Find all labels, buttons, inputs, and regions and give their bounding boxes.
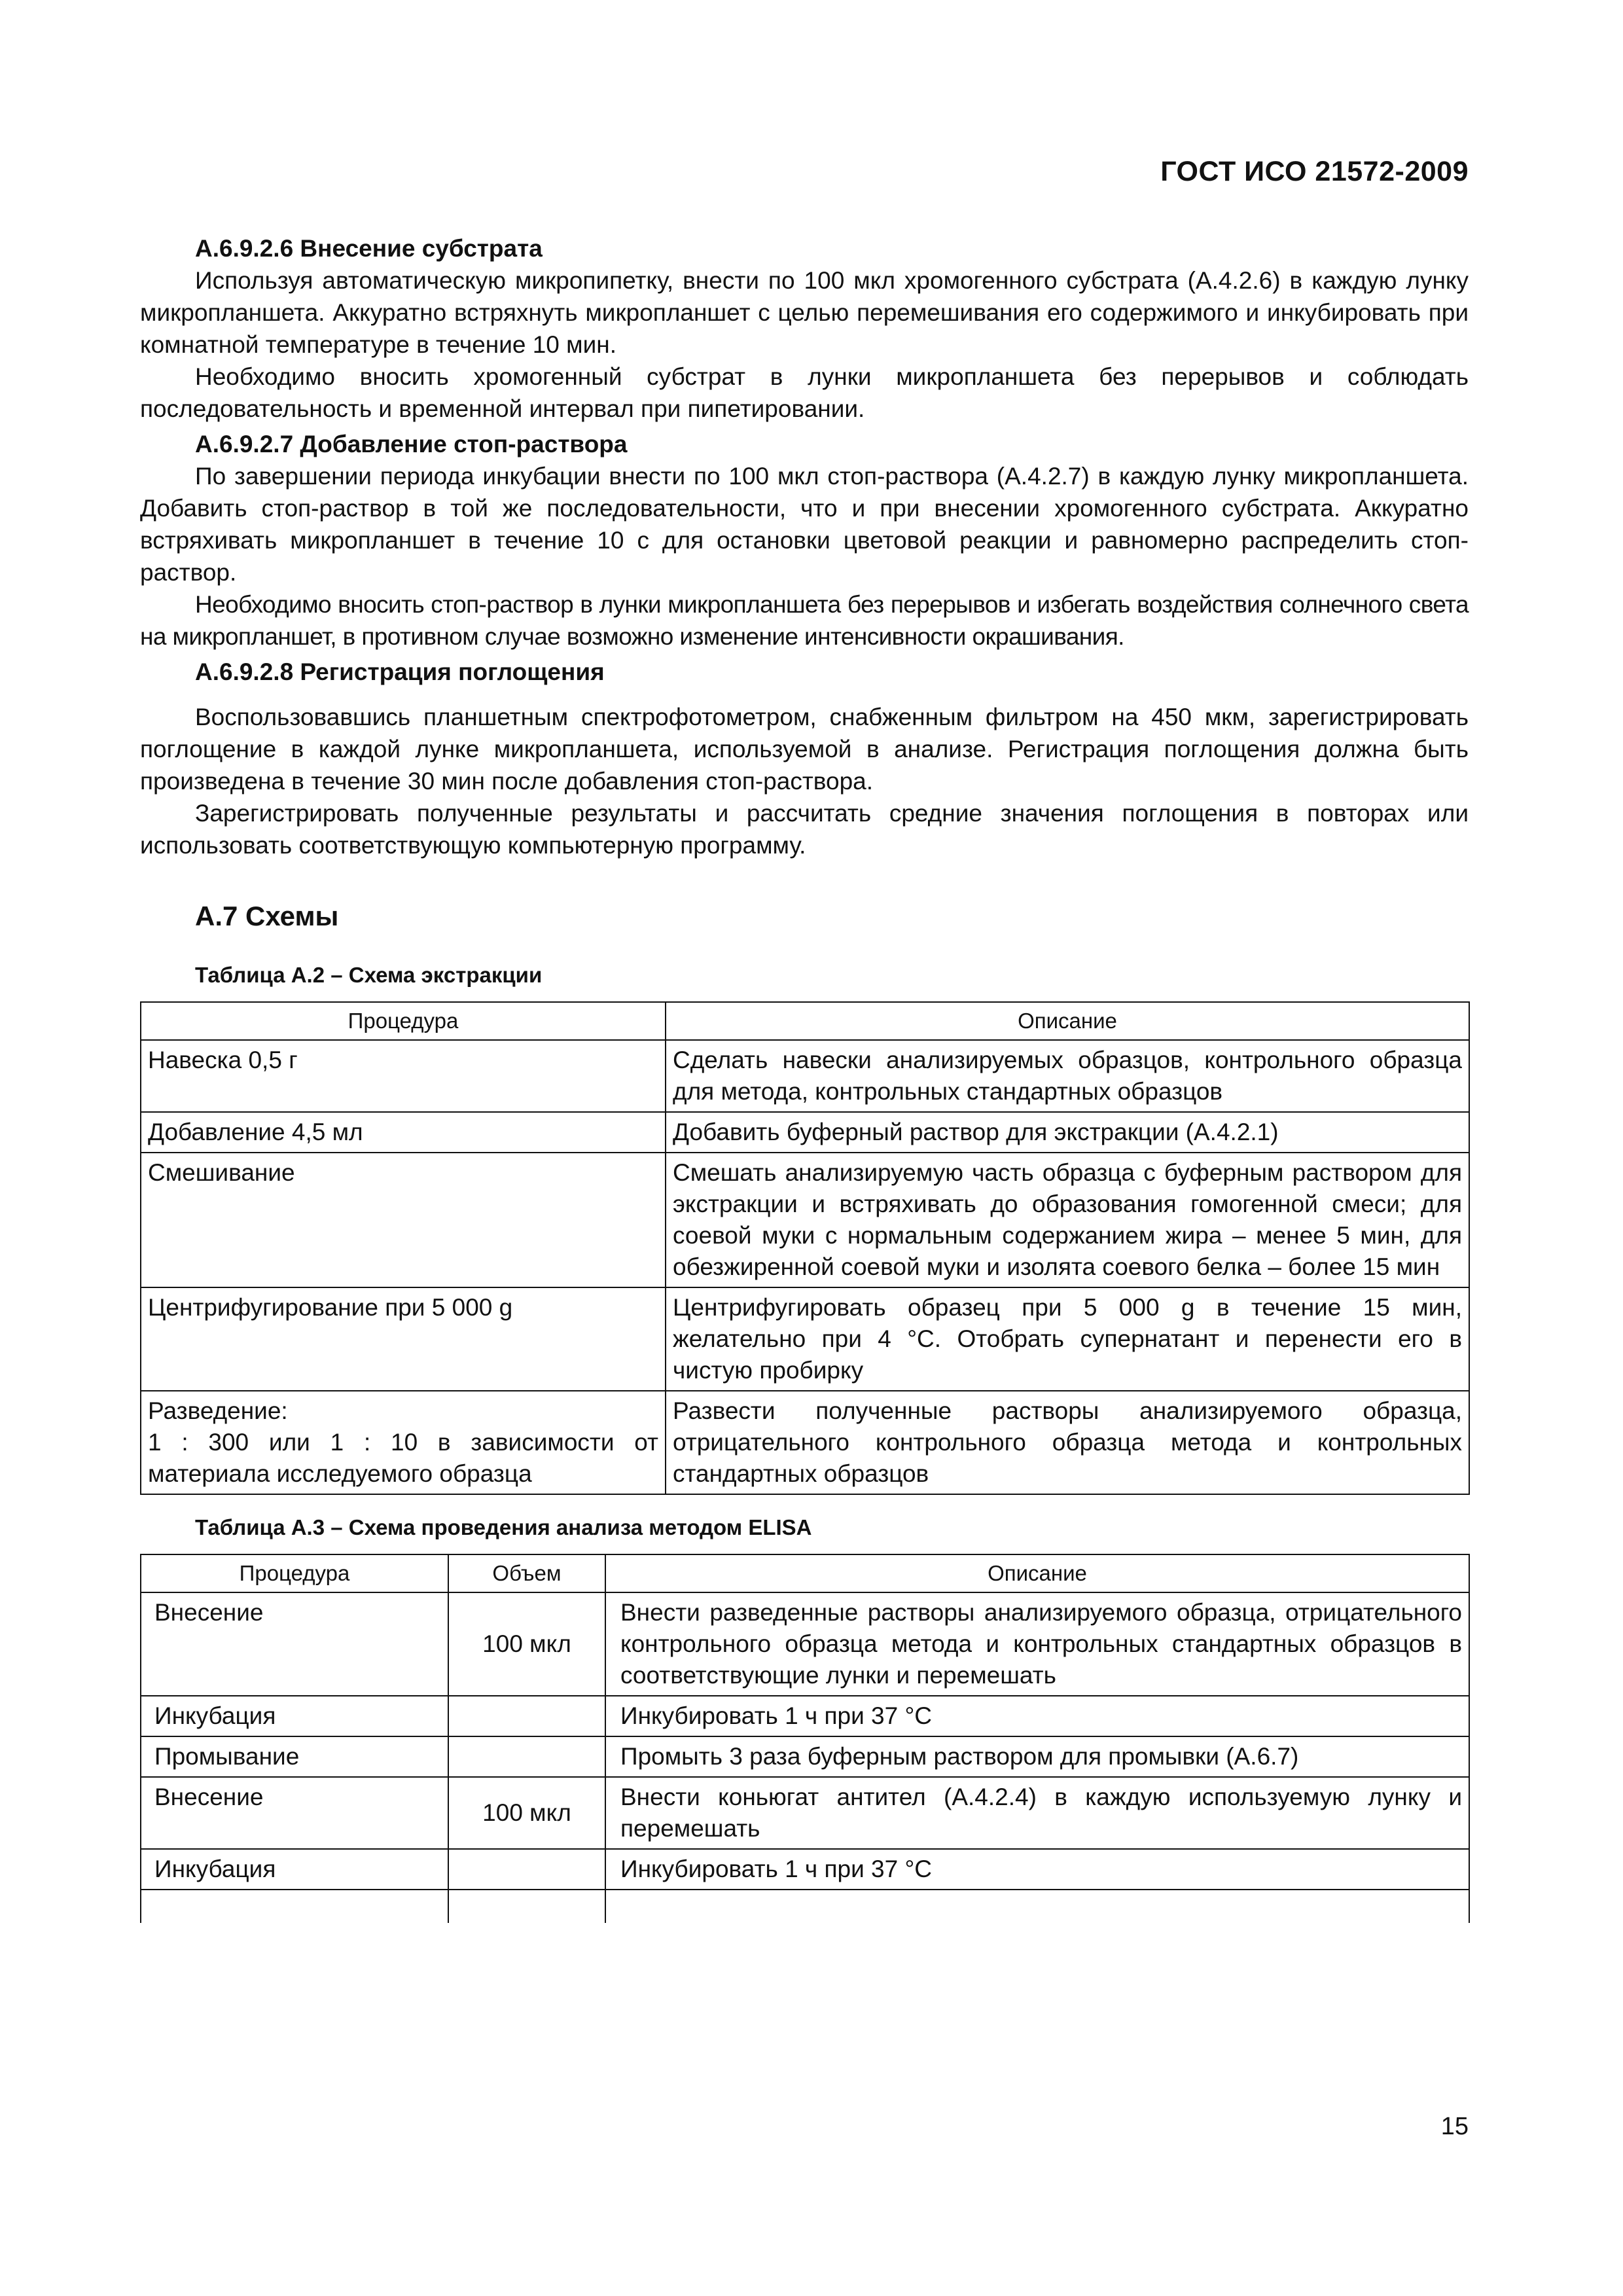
volume-cell bbox=[448, 1736, 605, 1777]
procedure-cell: Внесение bbox=[141, 1777, 448, 1849]
empty-cell bbox=[141, 1890, 448, 1923]
table-row bbox=[141, 1696, 1469, 1736]
description-cell: Смешать анализируемую часть образца с буферным раствором для экстракции и встряхивать до образования гомогенной смеси; для соевой муки с нормальным содержанием жира – менее 5 мин, для обезжиренной соевой муки и изолята соевого белка – более 15 мин bbox=[666, 1153, 1469, 1287]
table-row bbox=[141, 1153, 1469, 1287]
column-header: Описание bbox=[666, 1002, 1469, 1040]
procedure-cell: Добавление 4,5 мл bbox=[141, 1112, 666, 1153]
table-caption: Таблица А.2 – Схема экстракции bbox=[195, 963, 543, 987]
table-row bbox=[141, 1287, 1469, 1391]
table-row bbox=[141, 1391, 1469, 1494]
section-title: А.7 Схемы bbox=[195, 901, 339, 931]
page-content bbox=[140, 233, 1469, 1923]
table-header-row bbox=[141, 1002, 1469, 1040]
table-row bbox=[141, 1736, 1469, 1777]
table-row bbox=[141, 1777, 1469, 1849]
table-row bbox=[141, 1040, 1469, 1112]
description-cell: Внести коньюгат антител (А.4.2.4) в каждую используемую лунку и перемешать bbox=[605, 1777, 1469, 1849]
table-continuation-row bbox=[141, 1890, 1469, 1923]
empty-cell bbox=[605, 1890, 1469, 1923]
volume-cell: 100 мкл bbox=[448, 1592, 605, 1696]
section-heading: А.6.9.2.7 Добавление стоп-раствора bbox=[195, 431, 628, 457]
procedure-cell: Смешивание bbox=[141, 1153, 666, 1287]
procedure-cell: Инкубация bbox=[141, 1849, 448, 1890]
table-row bbox=[141, 1592, 1469, 1696]
procedure-cell: Внесение bbox=[141, 1592, 448, 1696]
column-header: Процедура bbox=[141, 1554, 448, 1592]
description-cell: Инкубировать 1 ч при 37 °С bbox=[605, 1696, 1469, 1736]
description-cell: Инкубировать 1 ч при 37 °С bbox=[605, 1849, 1469, 1890]
empty-cell bbox=[448, 1890, 605, 1923]
paragraph: Необходимо вносить хромогенный субстрат в лунки микропланшета без перерывов и соблюдать последовательность и временной интервал при пипетировании. bbox=[140, 363, 1469, 422]
table-header-row bbox=[141, 1554, 1469, 1592]
volume-cell: 100 мкл bbox=[448, 1777, 605, 1849]
procedure-cell: Промывание bbox=[141, 1736, 448, 1777]
procedure-cell bbox=[141, 1391, 666, 1494]
procedure-line: 1 : 300 или 1 : 10 в зависимости от материала исследуемого образца bbox=[148, 1429, 658, 1487]
standard-id: ГОСТ ИСО 21572-2009 bbox=[1160, 156, 1469, 187]
column-header: Описание bbox=[605, 1554, 1469, 1592]
volume-cell bbox=[448, 1849, 605, 1890]
paragraph: Зарегистрировать полученные результаты и рассчитать средние значения поглощения в повторах или использовать соответствующую компьютерную программу. bbox=[140, 800, 1469, 859]
table-caption: Таблица А.3 – Схема проведения анализа методом ELISA bbox=[195, 1515, 812, 1539]
description-cell: Центрифугировать образец при 5 000 g в течение 15 мин, желательно при 4 °С. Отобрать супернатант и перенести его в чистую пробирку bbox=[666, 1287, 1469, 1391]
volume-cell bbox=[448, 1696, 605, 1736]
paragraph: Используя автоматическую микропипетку, внести по 100 мкл хромогенного субстрата (А.4.2.6) в каждую лунку микропланшета. Аккуратно встряхнуть микропланшет с целью перемешивания его содержимого и инкубировать при комнатной температуре в течение 10 мин. bbox=[140, 267, 1469, 358]
description-cell: Сделать навески анализируемых образцов, контрольного образца для метода, контрольных стандартных образцов bbox=[666, 1040, 1469, 1112]
description-cell: Развести полученные растворы анализируемого образца, отрицательного контрольного образца метода и контрольных стандартных образцов bbox=[666, 1391, 1469, 1494]
paragraph: Необходимо вносить стоп-раствор в лунки микропланшета без перерывов и избегать воздействия солнечного света на микропланшет, в противном случае возможно изменение интенсивности окрашивания. bbox=[140, 591, 1469, 650]
procedure-line: Разведение: bbox=[148, 1397, 288, 1424]
section-heading: А.6.9.2.8 Регистрация поглощения bbox=[195, 658, 605, 685]
procedure-cell: Навеска 0,5 г bbox=[141, 1040, 666, 1112]
procedure-cell: Инкубация bbox=[141, 1696, 448, 1736]
paragraph: По завершении периода инкубации внести по 100 мкл стоп-раствора (А.4.2.7) в каждую лунку микропланшета. Добавить стоп-раствор в той же последовательности, что и при внесении хромогенного субстрата. Аккуратно встряхивать микропланшет в течение 10 с для остановки цветовой реакции и равномерно распределить стоп-раствор. bbox=[140, 463, 1469, 586]
column-header: Объем bbox=[448, 1554, 605, 1592]
extraction-table bbox=[140, 1001, 1470, 1495]
elisa-table bbox=[140, 1554, 1470, 1923]
section-heading: А.6.9.2.6 Внесение субстрата bbox=[195, 235, 543, 262]
description-cell: Добавить буферный раствор для экстракции (А.4.2.1) bbox=[666, 1112, 1469, 1153]
table-row bbox=[141, 1849, 1469, 1890]
description-cell: Промыть 3 раза буферным раствором для промывки (А.6.7) bbox=[605, 1736, 1469, 1777]
paragraph: Воспользовавшись планшетным спектрофотометром, снабженным фильтром на 450 мкм, зарегистрировать поглощение в каждой лунке микропланшета, используемой в анализе. Регистрация поглощения должна быть произведена в течение 30 мин после добавления стоп-раствора. bbox=[140, 704, 1469, 795]
description-cell: Внести разведенные растворы анализируемого образца, отрицательного контрольного образца метода и контрольных стандартных образцов в соответствующие лунки и перемешать bbox=[605, 1592, 1469, 1696]
page-number: 15 bbox=[1440, 2113, 1469, 2140]
column-header: Процедура bbox=[141, 1002, 666, 1040]
table-row bbox=[141, 1112, 1469, 1153]
procedure-cell: Центрифугирование при 5 000 g bbox=[141, 1287, 666, 1391]
